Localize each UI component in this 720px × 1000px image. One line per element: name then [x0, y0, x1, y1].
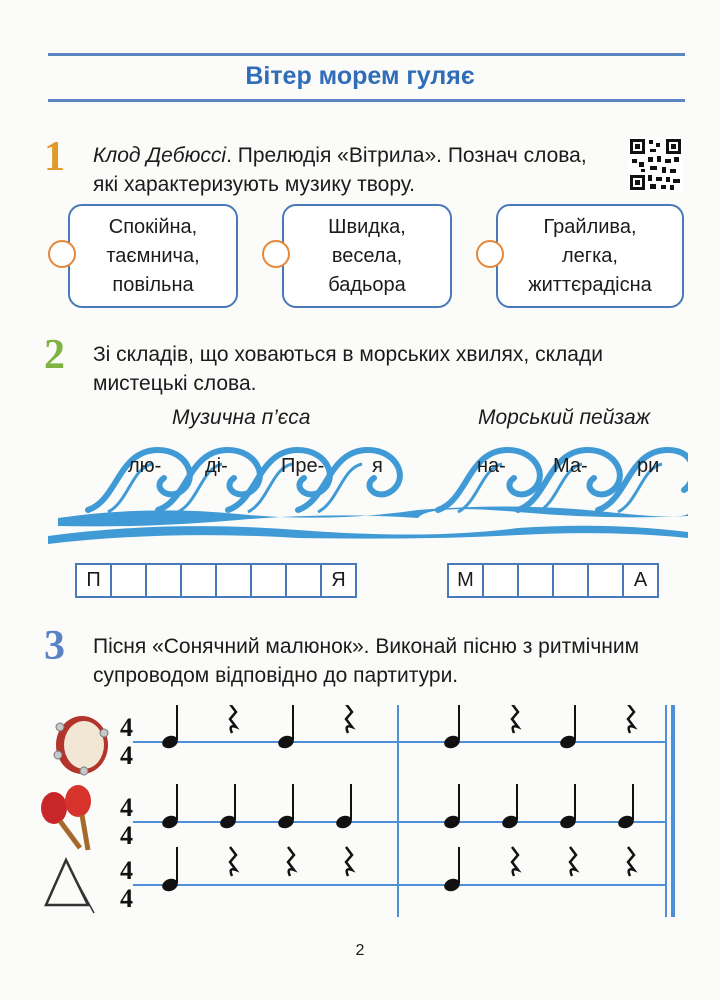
- answer-left-cell-6[interactable]: [250, 563, 287, 598]
- time-signature-bottom: 4: [120, 884, 133, 913]
- option-2-line-2: весела,: [331, 244, 403, 267]
- answer-right-cell-4[interactable]: [552, 563, 589, 598]
- task1-description: . Прелюдія «Вітрила». Познач слова, які характеризують музику твору.: [93, 144, 587, 196]
- task-number-3: 3: [44, 623, 65, 669]
- answer-left-cell-8: Я: [320, 563, 357, 598]
- task3-text: Пісня «Сонячний малюнок». Виконай пісню з ритмічним супроводом відповідно до партитури.: [93, 635, 640, 687]
- time-signature-bottom: 4: [120, 821, 133, 850]
- option-1-line-1: Спокійна,: [108, 215, 198, 238]
- option-1-line-3: повільна: [112, 273, 194, 296]
- syllable-6: Ма-: [553, 455, 588, 477]
- quarter-rest: [628, 705, 634, 733]
- syllable-5: на-: [477, 455, 506, 477]
- time-signature-bottom: 4: [120, 741, 133, 770]
- option-3-checkbox[interactable]: [476, 240, 504, 268]
- task-number-2: 2: [44, 332, 65, 378]
- option-3-line-1: Грайлива,: [543, 215, 637, 238]
- option-1-checkbox[interactable]: [48, 240, 76, 268]
- title-bottom-rule: [48, 99, 685, 102]
- quarter-rest: [628, 847, 634, 876]
- answer-left-cell-1: П: [75, 563, 112, 598]
- answer-left-cell-5[interactable]: [215, 563, 252, 598]
- time-signature-top: 4: [120, 713, 133, 742]
- quarter-rest: [230, 705, 236, 733]
- answer-left-cell-7[interactable]: [285, 563, 322, 598]
- quarter-rest: [288, 847, 294, 876]
- title-top-rule: [48, 53, 685, 56]
- task2-text: Зі складів, що ховаються в морських хвилях, склади мистецькі слова.: [93, 343, 603, 395]
- quarter-rest: [346, 847, 352, 876]
- quarter-rest: [512, 705, 518, 733]
- quarter-rest: [512, 847, 518, 876]
- option-2-line-3: бадьора: [328, 273, 406, 296]
- time-signature-top: 4: [120, 856, 133, 885]
- answer-right-cell-6: А: [622, 563, 659, 598]
- answer-right-cell-1: М: [447, 563, 484, 598]
- syllable-4: я: [372, 455, 383, 477]
- rhythm-score: [38, 705, 688, 920]
- option-2-checkbox[interactable]: [262, 240, 290, 268]
- option-card-2: [282, 204, 452, 308]
- syllable-2: ді-: [205, 455, 228, 477]
- page-number: 2: [355, 942, 365, 959]
- task1-text: [93, 141, 613, 199]
- option-2-line-1: Швидка,: [328, 215, 406, 238]
- maracas-icon: [41, 785, 91, 850]
- answer-left-cell-3[interactable]: [145, 563, 182, 598]
- option-card-1: [68, 204, 238, 308]
- quarter-rest: [230, 847, 236, 876]
- answer-right-cell-3[interactable]: [517, 563, 554, 598]
- answer-right-cell-5[interactable]: [587, 563, 624, 598]
- qr-code-icon: [628, 137, 683, 192]
- answer-left-cell-4[interactable]: [180, 563, 217, 598]
- composer-name: Клод Дебюссі: [93, 144, 227, 167]
- time-signature-top: 4: [120, 793, 133, 822]
- syllable-7: ри: [637, 455, 660, 477]
- target-word-right: Морський пейзаж: [478, 406, 651, 429]
- triangle-icon: [46, 860, 94, 913]
- answer-right-cell-2[interactable]: [482, 563, 519, 598]
- option-3-line-2: легка,: [562, 244, 618, 267]
- tambourine-icon: [54, 716, 108, 775]
- quarter-rest: [346, 705, 352, 733]
- option-card-3: [496, 204, 684, 308]
- option-3-line-3: життєрадісна: [528, 273, 652, 296]
- quarter-rest: [570, 847, 576, 876]
- answer-left-cell-2[interactable]: [110, 563, 147, 598]
- task-number-1: 1: [44, 134, 65, 180]
- target-word-left: Музична п’єса: [172, 406, 311, 429]
- syllable-1: лю-: [128, 455, 162, 477]
- page-title: Вітер морем гуляє: [245, 62, 475, 90]
- option-1-line-2: таємнича,: [106, 244, 200, 267]
- syllable-3: Пре-: [281, 455, 325, 477]
